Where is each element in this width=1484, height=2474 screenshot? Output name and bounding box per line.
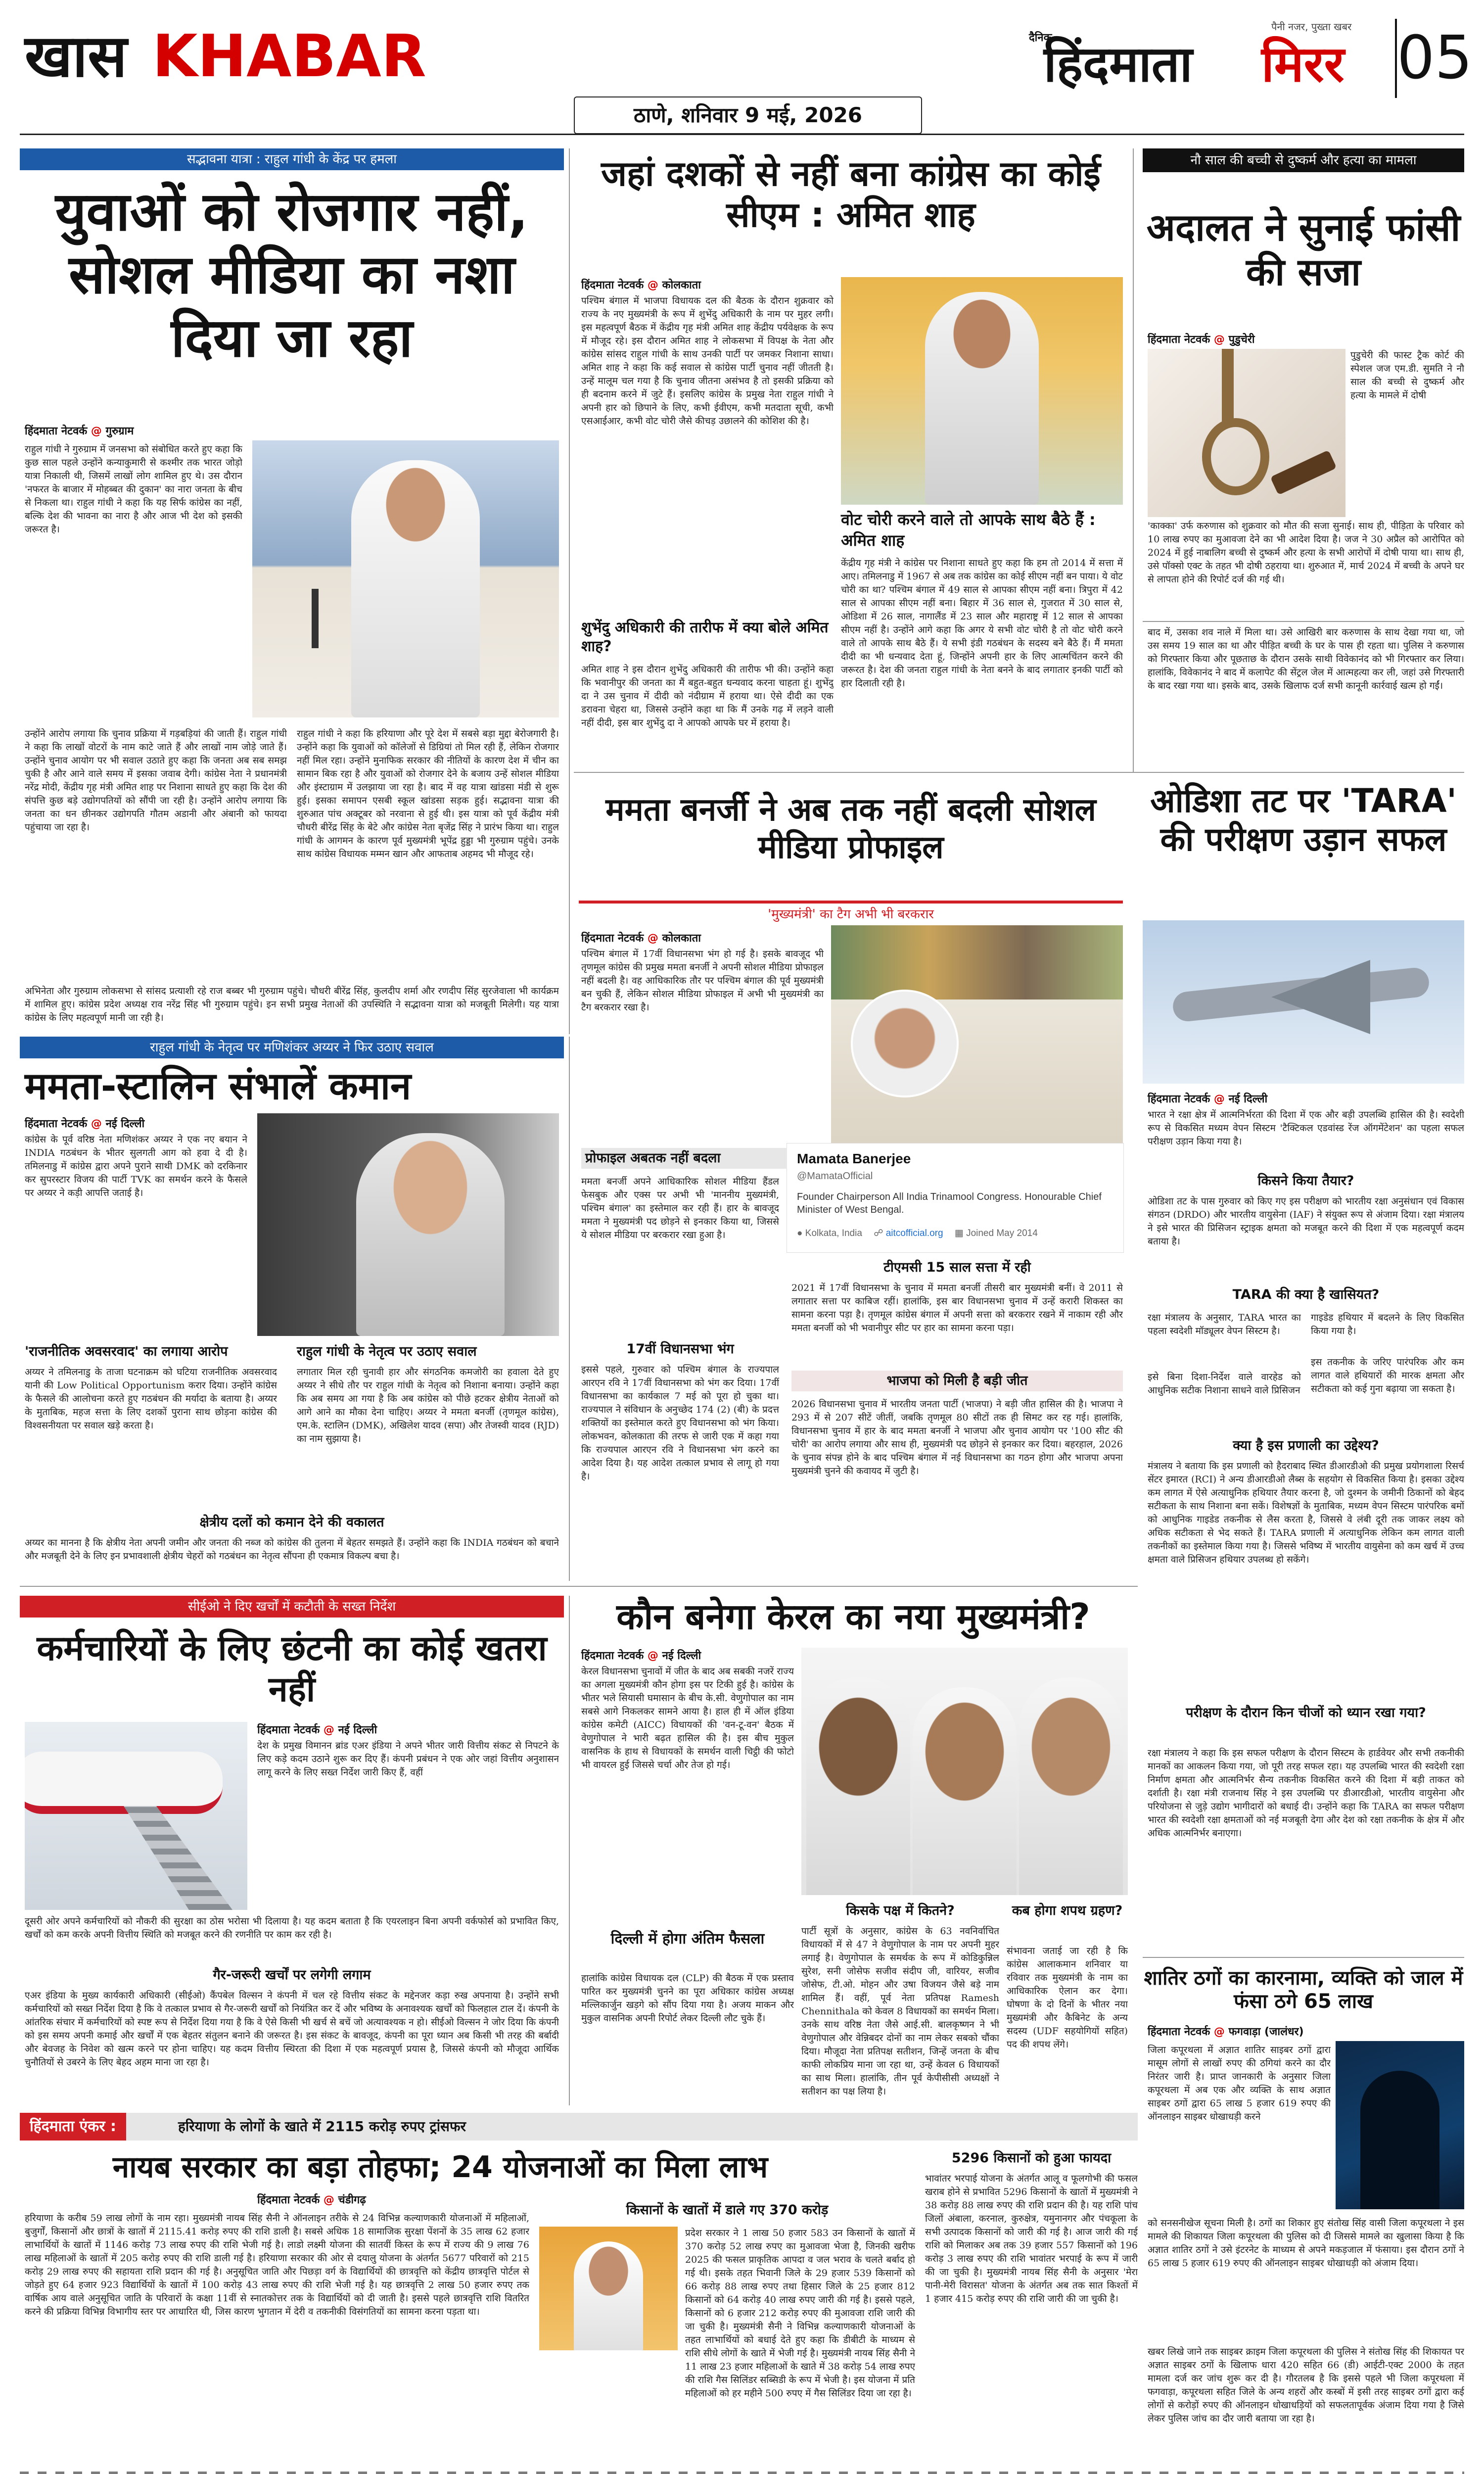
aiyar-sub1: 'राजनीतिक अवसरवाद' का लगाया आरोप bbox=[25, 1344, 228, 1359]
mamata-headline: ममता बनर्जी ने अब तक नहीं बदली सोशल मीडिया प्रोफाइल bbox=[605, 792, 1096, 866]
airindia-intro: देश के प्रमुख विमानन ब्रांड एअर इंडिया ने अपने भीतर जारी वित्तीय संकट से निपटने के लिए कड़े कदम उठाने शुरू कर दिए हैं। कंपनी प्रबंधन ने एक ओर जहां वित्तीय अनुशासन लागू करने के लिए सख्त निर्देश जारी किए हैं, वहीं bbox=[257, 1740, 559, 1778]
kerala-headline: कौन बनेगा केरल का नया मुख्यमंत्री? bbox=[616, 1596, 1090, 1637]
aiyar-intro: कांग्रेस के पूर्व वरिष्ठ नेता मणिशंकर अय्यर ने एक नए बयान ने INDIA गठबंधन के भीतर सुलगती आग को हवा दे दी है। तमिलनाडु में कांग्रेस द्वारा अपने पुराने साथी DMK को दरकिनार कर सुपरस्टार विजय की पार्टी TVK का समर्थन करने के फैसले पर अय्यर ने कड़ी आपत्ति जताई है। bbox=[25, 1134, 247, 1198]
speaker-figure bbox=[574, 2241, 643, 2350]
social-profile-card bbox=[787, 1143, 1124, 1253]
haryana-sub2-body: भावांतर भरपाई योजना के अंतर्गत आलू व फूलगोभी की फसल खराब होने से प्रभावित 5296 किसानों के खातों में मुख्यमंत्री ने 38 करोड़ 88 लाख रुपए की राशि प्रदान की है। यह राशि पांच जिलों अंबाला, करनाल, कुरुक्षेत्र, यमुनानगर और पंचकूला के सभी उत्पादक किसानों को जारी की गई है। आज जारी की गई राशि को मिलाकर अब तक 39 हजार 557 किसानों को 196 करोड़ 3 लाख रुपए की राशि भावांतर भरपाई के रूप में जारी की जा चुकी है। मुख्यमंत्री नायब सिंह सैनी के अनुसार 'मेरा पानी-मेरी विरासत' योजना के अंतर्गत अब तक सात किश्तों में 1 हजार 415 करोड़ रुपए की राशि जारी की जा चुकी है। bbox=[925, 2173, 1138, 2304]
shah-caption: वोट चोरी करने वाले तो आपके साथ बैठे हैं : अमित शाह bbox=[841, 510, 1096, 550]
divider bbox=[1143, 621, 1464, 622]
odisha-byline: हिंदमाता नेटवर्क @ नई दिल्ली bbox=[1148, 1093, 1268, 1105]
odisha-sub3: क्या है इस प्रणाली का उद्देश्य? bbox=[1233, 1438, 1379, 1453]
rahul-footer: अभिनेता और गुरुग्राम लोकसभा से सांसद प्रत्याशी रहे राज बब्बर भी गुरुग्राम पहुंचे। चौधरी बीरेंद्र सिंह, कुलदीप शर्मा और रणदीप सिंह सुरजेवाला भी कार्यक्रम में शामिल हुए। कांग्रेस प्रदेश अध्यक्ष राव नरेंद्र सिंह भी गुरुग्राम पहुंचे। इन सभी प्रमुख नेताओं की उपस्थिति ने सद्भावना यात्रा को मजबूती मिलेगी। यह यात्रा कांग्रेस के लिए महत्वपूर्ण मानी जा रही है। bbox=[25, 986, 559, 1023]
profile-bio: Founder Chairperson All India Trinamool Congress. Honourable Chief Minister of West Bengal. bbox=[797, 1191, 1102, 1215]
odisha-sub4-body: रक्षा मंत्रालय ने कहा कि इस सफल परीक्षण के दौरान सिस्टम के हार्डवेयर और सभी तकनीकी मानकों का आकलन किया गया, जो पूरी तरह सफल रहा। यह उपलब्धि भारत की स्वदेशी रक्षा निर्माण क्षमता और आत्मनिर्भर सैन्य तकनीक विकसित करने की दिशा में बड़ी ताकत को दर्शाती है। रक्षा मंत्री राजनाथ सिंह ने इस उपलब्धि पर डीआरडीओ, भारतीय वायुसेना और परियोजना से जुड़े उद्योग भागीदारों को बधाई दी। उन्होंने कहा कि TARA का सफल परीक्षण भारत की स्वदेशी रक्षा क्षमताओं को नई मजबूती देगा और देश को रक्षा तकनीक के क्षेत्र में और अधिक आत्मनिर्भर बनाएगा। bbox=[1148, 1748, 1464, 1839]
divider bbox=[569, 1037, 570, 1581]
odisha-sub3-body: मंत्रालय ने बताया कि इस प्रणाली को हैदराबाद स्थित डीआरडीओ की प्रमुख प्रयोगशाला रिसर्च सेंटर इमारत (RCI) ने अन्य डीआरडीओ लैब्स के सहयोग से विकसित किया है। इसका उद्देश्य कम लागत में ऐसे अत्याधुनिक हथियार तैयार करना है, जो दुश्मन के जमीनी ठिकानों को बेहद सटीकता के साथ निशाना बना सकें। विशेषज्ञों के मुताबिक, मध्यम वेपन सिस्टम पारंपरिक बमों को आधुनिक गाइडेड तकनीक से लैस करता है, जिससे वे लंबी दूरी तक जाकर लक्ष्य को अधिक सटीकता से भेद सकते हैं। TARA प्रणाली में अत्याधुनिक लेकिन कम लागत वाली तकनीकों का इस्तेमाल किया गया है। जिससे भविष्य में भारतीय वायुसेना को कम खर्च में उच्च क्षमता वाले प्रिसिजन हथियार उपलब्ध हो सकेंगे। bbox=[1148, 1461, 1464, 1565]
airindia-byline: हिंदमाता नेटवर्क @ नई दिल्ली bbox=[257, 1724, 377, 1736]
paper-logo: दैनिक हिंदमाता मिरर पैनी नजर, पुख्ता खबर bbox=[1029, 21, 1352, 93]
aiyar-sub3: क्षेत्रीय दलों को कमान देने की वकालत bbox=[199, 1515, 384, 1530]
haryana-sub1-body: प्रदेश सरकार ने 1 लाख 50 हजार 583 उन किसानों के खातों में 370 करोड़ 52 लाख रुपए का मुआवजा भेजा है, जिनकी खरीफ 2025 की फसल प्राकृतिक आपदा व जल भराव के चलते बर्बाद हो गई थी। इसके तहत भिवानी जिले के 29 हजार 539 किसानों को 66 करोड़ 88 लाख रुपए तथा हिसार जिले के 25 हजार 812 किसानों को 64 करोड़ 40 लाख रुपए जारी की गई है। इससे पहले, किसानों को 6 हजार 212 करोड़ रुपए की मुआवजा राशि जारी की जा चुकी है। मुख्यमंत्री सैनी ने विभिन्न कल्याणकारी योजनाओं के तहत लाभार्थियों को बधाई देते हुए कहा कि डीबीटी के माध्यम से राशि सीधे लोगों के खाते में भेजी गई है। मुख्यमंत्री नायब सिंह सैनी ने 11 लाख 23 हजार महिलाओं के खाते में 38 करोड़ 54 लाख रुपए की राशि गैस सिलिंडर सब्सिडी के रूप में भेजी है। इस योजना में प्रति महिलाओं को हर महीने 500 रुपए में गैस सिलिंडर दिया जा रहा है। bbox=[685, 2228, 915, 2399]
kerala-sub1-body: हालांकि कांग्रेस विधायक दल (CLP) की बैठक में एक प्रस्ताव पारित कर मुख्यमंत्री चुनने का पूरा अधिकार कांग्रेस अध्यक्ष मल्लिकार्जुन खड़गे को सौंप दिया गया है। अजय माकन और मुकुल वासनिक अपनी रिपोर्ट लेकर दिल्ली लौट चुके हैं। bbox=[581, 1973, 794, 2024]
odisha-intro: भारत ने रक्षा क्षेत्र में आत्मनिर्भरता की दिशा में एक और बड़ी उपलब्धि हासिल की है। स्वदेशी रूप से विकसित मध्यम वेपन सिस्टम 'टैक्टिकल एडवांस्ड रेंज ऑगमेंटेशन' का पहला सफल परीक्षण उड़ान किया गया है। bbox=[1148, 1109, 1464, 1147]
page-number: 05 bbox=[1395, 19, 1466, 98]
odisha-bullet: इसे बिना दिशा-निर्देश वाले वारहेड को आधुनिक सटीक निशाना साधने वाले प्रिसिजन bbox=[1148, 1372, 1301, 1396]
masthead-rule bbox=[20, 134, 1464, 135]
mamata-kicker: 'मुख्यमंत्री' का टैग अभी भी बरकरार bbox=[579, 901, 1123, 925]
divider bbox=[569, 148, 570, 1034]
divider bbox=[569, 1596, 570, 2105]
cyber-body: को सनसनीखेज सूचना मिली है। ठगों का शिकार हुए संतोख सिंह वासी जिला कपूरथला ने इस मामले की शिकायत जिला कपूरथला की पुलिस को दी जिससे मामले का खुलासा किया है कि अज्ञात शातिर ठगों ने उसे इंटरनेट के माध्यम से अपने मकड़जाल में फंसाया। इस दौरान ठगों ने 65 लाख 5 हजार 619 रुपए की ऑनलाइन साइबर धोखाधड़ी को अंजाम दिया। bbox=[1148, 2218, 1464, 2269]
odisha-bullet: रक्षा मंत्रालय के अनुसार, TARA भारत का पहला स्वदेशी मॉड्यूलर वेपन सिस्टम है। bbox=[1148, 1312, 1301, 1336]
kerala-sub3: कब होगा शपथ ग्रहण? bbox=[1012, 1903, 1123, 1918]
divider bbox=[574, 772, 1464, 773]
profile-handle: @MamataOfficial bbox=[797, 1171, 873, 1182]
kerala-intro: केरल विधानसभा चुनावों में जीत के बाद अब सबकी नजरें राज्य का अगला मुख्यमंत्री कौन होगा इस पर टिकी हुई है। कांग्रेस के भीतर भले सियासी घमासान के बीच के.सी. वेणुगोपाल का नाम सबसे आगे निकलकर सामने आया है। हाल ही में ऑल इंडिया कांग्रेस कमेटी (AICC) विधायकों की 'वन-टू-वन' बैठक में वेणुगोपाल ने भारी बढ़त हासिल की है। इस बीच मुकुल वासनिक के हाथ से विधायकों के समर्थन वाली चिट्ठी की फोटो भी वायरल हुई जिससे चर्चा और तेज हो गई। bbox=[581, 1666, 794, 1770]
microphone-icon bbox=[312, 589, 319, 648]
mamata-sub4-body: 2026 विधानसभा चुनाव में भारतीय जनता पार्टी (भाजपा) ने बड़ी जीत हासिल की है। भाजपा ने 293 में से 207 सीटें जीतीं, जबकि तृणमूल 80 सीटों तक ही सिमट कर रह गई। हालांकि, विधानसभा चुनाव में हार के बाद ममता बनर्जी ने भाजपा और चुनाव आयोग पर '100 सीट की चोरी' का आरोप लगाया और साथ ही, मुख्यमंत्री पद छोड़ने से इनकार कर दिया। बहरहाल, 2026 के चुनाव संपन्न होने के बाद पश्चिम बंगाल में नई विधानसभा का गठन होगा और भाजपा अपना मुख्यमंत्री चुनने की कवायद में जुटी है। bbox=[791, 1399, 1123, 1476]
mamata-sub4: भाजपा को मिली है बड़ी जीत bbox=[791, 1371, 1123, 1391]
cyber-intro: जिला कपूरथला में अज्ञात शातिर साइबर ठगों द्वारा मासूम लोगों से लाखों रुपए की ठगियां करने का दौर निरंतर जारी है। प्राप्त जानकारी के अनुसार जिला कपूरथला में अब एक और व्यक्ति के साथ अज्ञात साइबर ठगों द्वारा 65 लाख 5 हजार 619 रुपए की ऑनलाइन साइबर धोखाधड़ी करने bbox=[1148, 2045, 1331, 2122]
noose-icon bbox=[1202, 418, 1269, 495]
odisha-bullet: गाइडेड हथियार में बदलने के लिए विकसित किया गया है। bbox=[1311, 1312, 1464, 1336]
mamata-sub3: टीएमसी 15 साल सत्ता में रही bbox=[883, 1260, 1031, 1275]
hooded-figure bbox=[1360, 2071, 1439, 2209]
rahul-byline: हिंदमाता नेटवर्क @ गुरुग्राम bbox=[25, 425, 134, 437]
rope-icon bbox=[1222, 349, 1234, 423]
airindia-kicker: सीईओ ने दिए खर्चों में कटौती के सख्त निर्देश bbox=[20, 1596, 564, 1618]
rahul-col1: उन्होंने आरोप लगाया कि चुनाव प्रक्रिया में गड़बड़ियां की जाती हैं। राहुल गांधी ने कहा कि लाखों वोटरों के नाम काटे जाते हैं और लाखों नाम जोड़े जाते हैं। उन्होंने चुनाव आयोग पर भी सवाल उठाते हुए कहा कि जनता अब सब समझ चुकी है और आने वाले समय में इसका जवाब देगी। कांग्रेस नेता ने प्रधानमंत्री नरेंद्र मोदी, केंद्रीय गृह मंत्री अमित शाह पर निशाना साधते हुए कहा कि देश की संपत्ति कुछ बड़े उद्योगपतियों को सौंपी जा रही है। उन्होंने आरोप लगाया कि जनता का धन छीनकर उद्योगपति गौतम अडानी और अंबानी को फायदा पहुंचाया जा रहा है। bbox=[25, 728, 287, 833]
aiyar-kicker: राहुल गांधी के नेतृत्व पर मणिशंकर अय्यर ने फिर उठाए सवाल bbox=[20, 1037, 564, 1058]
kerala-sub3-body: संभावना जताई जा रही है कि कांग्रेस आलाकमान शनिवार या रविवार तक मुख्यमंत्री के नाम का आधिकारिक ऐलान कर देगा। घोषणा के दो दिनों के भीतर नया मुख्यमंत्री और कैबिनेट के अन्य सदस्य (UDF सहयोगियों सहित) पद की शपथ लेंगे। bbox=[1007, 1946, 1128, 2050]
rahul-gandhi-photo bbox=[252, 440, 559, 717]
leader-portrait bbox=[806, 1677, 910, 1895]
odisha-headline: ओडिशा तट पर 'TARA' की परीक्षण उड़ान सफल bbox=[1150, 782, 1457, 858]
masthead bbox=[20, 10, 1473, 134]
rahul-intro: राहुल गांधी ने गुरुग्राम में जनसभा को संबोधित करते हुए कहा कि कुछ साल पहले उन्होंने कन्याकुमारी से कश्मीर तक भारत जोड़ो यात्रा निकाली थी, जिसमें लाखों लोग शामिल हुए थे। उस दौरान 'नफरत के बाजार में मोहब्बत की दुकान' का नारा जनता के बीच से निकला था। राहुल गांधी ने कहा कि यह सिर्फ कांग्रेस का नहीं, बल्कि देश की भावना का नारा है और आज भी देश को इसकी जरूरत है। bbox=[25, 444, 242, 535]
court-byline: हिंदमाता नेटवर्क @ पुडुचेरी bbox=[1148, 333, 1255, 346]
court-kicker: नौ साल की बच्ची से दुष्कर्म और हत्या का मामला bbox=[1143, 148, 1464, 172]
date-box: ठाणे, शनिवार 9 मई, 2026 bbox=[574, 96, 922, 134]
amit-shah-photo bbox=[841, 277, 1123, 505]
aircraft-icon bbox=[25, 1752, 223, 1814]
aircraft-photo bbox=[1143, 920, 1464, 1084]
airindia-headline: कर्मचारियों के लिए छंटनी का कोई खतरा नहीं bbox=[37, 1628, 547, 1710]
divider bbox=[20, 1586, 1138, 1587]
rahul-kicker: सद्भावना यात्रा : राहुल गांधी के केंद्र पर हमला bbox=[20, 148, 564, 170]
aiyar-sub3-body: अय्यर का मानना है कि क्षेत्रीय नेता अपनी जमीन और जनता की नब्ज को कांग्रेस की तुलना में बेहतर समझते हैं। उन्होंने कहा कि INDIA गठबंधन को बचाने और मजबूती देने के लिए इन प्रभावशाली क्षेत्रीय चेहरों को गठबंधन का नेतृत्व सौंपना ही एकमात्र विकल्प बचा है। bbox=[25, 1537, 559, 1562]
cyber-body2: खबर लिखे जाने तक साइबर क्राइम जिला कपूरथला की पुलिस ने संतोख सिंह की शिकायत पर अज्ञात साइबर ठगों के खिलाफ धारा 420 सहित 66 (डी) आईटी-एक्ट 2000 के तहत मामला दर्ज कर जांच शुरू कर दी है। गौरतलब है कि इससे पहले भी जिला कपूरथला में फगवाड़ा, कपूरथला सहित जिले के अन्य शहरों और कस्बों में इसी तरह साइबर ठगों द्वारा कई लोगों से करोड़ों रुपए की ऑनलाइन धोखाधड़ियों को सफलतापूर्वक अंजाम दिया गया है जिसे लेकर पुलिस जांच का दौर जारी बताया जा रहा है। bbox=[1148, 2346, 1464, 2424]
shah-col2: केंद्रीय गृह मंत्री ने कांग्रेस पर निशाना साधते हुए कहा कि हम तो 2014 में सत्ता में आए। तमिलनाडु में 1967 से अब तक कांग्रेस का कोई सीएम नहीं बन पाया। ये वोट चोरी का था? पश्चिम बंगाल में 49 साल से आपका सीएम नहीं बना। त्रिपुरा में 42 साल से आपका सीएम नहीं बना। बिहार में 36 साल से, गुजरात में 30 साल से, ओडिशा में 26 साल, नागालैंड में 23 साल और महाराष्ट्र में 12 साल से आपका सीएम नहीं है। उन्होंने आगे कहा कि अगर ये सभी वोट चोरी है तो वोट चोरी करने वाले तो आपके साथ बैठे हैं। ये सभी इंडी गठबंधन के सदस्य बने बैठे हैं। मैं ममता दीदी का भी धन्यवाद देता हूं, जिन्होंने अपनी हार के लिए आत्मचिंतन करने की जरूरत है। देश की जनता राहुल गांधी के नेता बनने के बाद लगातार इनकी पार्टी को हार दिलाती रही है। bbox=[841, 558, 1123, 689]
haryana-col1: हरियाणा के करीब 59 लाख लोगों के नाम रहा। मुख्यमंत्री नायब सिंह सैनी ने ऑनलाइन तरीके से 24 विभिन्न कल्याणकारी योजनाओं में महिलाओं, बुजुर्गों, किसानों और छात्रों के खातों में 2115.41 करोड़ रुपए की राशि डाली है। सबसे अधिक 18 सामाजिक सुरक्षा पेंशनों के 35 लाख 62 हजार लाभार्थियों के खातों में 1146 करोड़ 73 लाख रुपए की राशि भेजी गई है। लाडो लक्ष्मी योजना की सातवीं किस्त के रूप में राज्य की 9 लाख 76 लाख महिलाओं के खातों में 205 करोड़ रुपए की राशि डाली गई है। हरियाणा सरकार की ओर से दयालु योजना के अंतर्गत 5677 परिवारों को 215 करोड़ 29 लाख रुपए की सहायता राशि प्रदान की गई है। अनुसूचित जाति और पिछड़ा वर्ग के विद्यार्थियों की छात्रवृत्ति को केंद्रीय छात्रवृत्ति पोर्टल से जोड़ते हुए 64 हजार 923 विद्यार्थियों के खातों में 100 करोड़ 43 लाख रुपए की राशि भेजी गई है। यह छात्रवृत्ति 2 लाख 50 हजार रुपए तक वार्षिक आय वाले अनुसूचित जाति के परिवारों के कक्षा 11वीं से स्नातकोत्तर तक के विद्यार्थियों को दी जाती है। इससे पहले छात्रवृत्ति राशि वितरित करने की प्रक्रिया विभिन्न विभागीय स्तर पर आधारित थी, जिस कारण भुगतान में देरी व तकनीकी विसंगतियों का सामना करना पड़ता था। bbox=[25, 2213, 529, 2317]
odisha-sub1: किसने किया तैयार? bbox=[1257, 1173, 1354, 1189]
mamata-sub1: प्रोफाइल अबतक नहीं बदला bbox=[581, 1148, 787, 1169]
haryana-sub2: 5296 किसानों को हुआ फायदा bbox=[951, 2150, 1112, 2166]
shah-byline: हिंदमाता नेटवर्क @ कोलकाता bbox=[581, 279, 701, 291]
stairs-icon bbox=[124, 1806, 232, 1910]
hacker-photo bbox=[1336, 2041, 1464, 2209]
court-body: 'काक्का' उर्फ करुणास को शुक्रवार को मौत की सजा सुनाई। साथ ही, पीड़िता के परिवार को 10 लाख रुपए का मुआवजा देने का भी आदेश दिया है। जज ने 30 अप्रैल को आरोपित को 2024 में हुई नाबालिग बच्ची से दुष्कर्म और हत्या के सभी आरोपों में दोषी पाया था। साथ ही, उसे पॉक्सो एक्ट के तहत भी दोषी ठहराया था। शुरुआत में, मार्च 2024 में बच्ची के अपने घर से लापता होने की रिपोर्ट दर्ज की गई थी। bbox=[1148, 521, 1464, 585]
location-icon: ● bbox=[797, 1228, 803, 1238]
gavel-icon bbox=[1270, 450, 1337, 495]
odisha-sub1-body: ओडिशा तट के पास गुरुवार को किए गए इस परीक्षण को भारतीय रक्षा अनुसंधान एवं विकास संगठन (DRDO) और भारतीय वायुसेना (IAF) ने संयुक्त रूप से अंजाम दिया। रक्षा मंत्रालय ने इसे भारत की प्रिसिजन स्ट्राइक क्षमता को मजबूत करने की दिशा में एक महत्वपूर्ण कदम बताया है। bbox=[1148, 1196, 1464, 1247]
shah-col1: पश्चिम बंगाल में भाजपा विधायक दल की बैठक के दौरान शुक्रवार को राज्य के नए मुख्यमंत्री के रूप में शुभेंदु अधिकारी के नाम पर मुहर लगी। इस महत्वपूर्ण बैठक में केंद्रीय गृह मंत्री अमित शाह केंद्रीय पर्यवेक्षक के रूप में मौजूद रहे। इस दौरान अमित शाह ने लोकसभा में विपक्ष के नेता और कांग्रेस सांसद राहुल गांधी के साथ उनकी पार्टी पर जमकर निशाना साधा। अमित शाह ने कहा कि कई सवाल से कांग्रेस पार्टी चुनाव नहीं जीतती है। उन्हें मालूम चल गया है कि चुनाव जीतना असंभव है तो इसकी प्रक्रिया को ही बदनाम करने में जुटे हैं। इसलिए कांग्रेस के प्रमुख नेता राहुल गांधी ने अपनी हार को छिपाने के लिए, कभी ईवीएम, कभी मतदाता सूची, कभी एसआईआर, कभी वोट चोरी जैसे कीचड़ उछालने की कोशिश की है। bbox=[581, 295, 834, 427]
shah-sub-body: अमित शाह ने इस दौरान शुभेंदु अधिकारी की तारीफ भी की। उन्होंने कहा कि भवानीपुर की जनता का मैं बहुत-बहुत धन्यवाद करना चाहता हूं। शुभेंदु दा ने उस चुनाव में दीदी को नंदीग्राम में हराया था। ऐसे दीदी का एक डरावना चेहरा था, जिससे उन्होंने कहा था कि मैं उनके गढ़ में लड़ने वाली नहीं दीदी, इस बार शुभेंदु दा ने आपको आपके घर में हराया है। bbox=[581, 664, 834, 728]
profile-name: Mamata Banerjee bbox=[797, 1151, 911, 1166]
cyber-headline: शातिर ठगों का कारनामा, व्यक्ति को जाल में फंसा ठगे 65 लाख bbox=[1144, 1967, 1463, 2013]
leader-portrait bbox=[913, 1687, 1017, 1895]
aiyar-headline: ममता-स्टालिन संभालें कमान bbox=[25, 1064, 412, 1108]
court-body2: बाद में, उसका शव नाले में मिला था। उसे आखिरी बार करुणास के साथ देखा गया था, जो उस समय 19 साल का था और पीड़ित बच्ची के घर के पास ही रहता था। पुलिस ने करुणास को गिरफ्तार किया और पूछताछ के दौरान उसके साथी विवेकानंद को भी गिरफ्तार कर लिया। हालांकि, विवेकानंद ने बाद में कलापेट की सेंट्रल जेल में आत्महत्या कर ली, जहां उसे गिरफ्तारी के बाद रखा गया था। इसके बाद, उसके खिलाफ दर्ज सभी कानूनी कार्रवाई खत्म हो गईं। bbox=[1148, 627, 1464, 691]
cyber-byline: हिंदमाता नेटवर्क @ फगवाड़ा (जालंधर) bbox=[1148, 2026, 1304, 2038]
haryana-sub1: किसानों के खातों में डाले गए 370 करोड़ bbox=[626, 2202, 829, 2218]
kerala-sub2: किसके पक्ष में कितने? bbox=[846, 1903, 955, 1918]
speaker-figure bbox=[925, 292, 1039, 505]
court-headline: अदालत ने सुनाई फांसी की सजा bbox=[1146, 205, 1461, 294]
shah-headline: जहां दशकों से नहीं बना कांग्रेस का कोई सीएम : अमित शाह bbox=[601, 153, 1101, 235]
airindia-sub1: गैर-जरूरी खर्चों पर लगेगी लगाम bbox=[213, 1967, 371, 1983]
profile-meta: ● Kolkata, India ☍ aitcofficial.org ▦ Joined May 2014 bbox=[797, 1228, 1038, 1238]
leader-portrait bbox=[1019, 1677, 1123, 1895]
mamata-sub2-body: इससे पहले, गुरुवार को पश्चिम बंगाल के राज्यपाल आरएन रवि ने 17वीं विधानसभा को भंग कर दिया। 17वीं विधानसभा का कार्यकाल 7 मई को पूरा हो चुका था। राज्यपाल ने संविधान के अनुच्छेद 174 (2) (बी) के प्रदत्त शक्तियों का इस्तेमाल करते हुए विधानसभा को भंग किया। लोकभवन, कोलकाता की तरफ से जारी एक में कहा गया कि राज्यपाल आरएन रवि ने विधानसभा भंग करने का आदेश दिया है। यह आदेश तत्काल प्रभाव से लागू हो गया है। bbox=[581, 1364, 779, 1482]
odisha-sub2: TARA की क्या है खासियत? bbox=[1232, 1287, 1380, 1302]
print-registration-bar bbox=[20, 2472, 1464, 2474]
mamata-sub1-body: ममता बनर्जी अपने आधिकारिक सोशल मीडिया हैंडल फेसबुक और एक्स पर अभी भी 'माननीय मुख्यमंत्री, पश्चिम बंगाल' का इस्तेमाल कर रही हैं। हार के बावजूद ममता ने मुख्यमंत्री पद छोड़ने से इनकार किया था, जिससे ये सोशल मीडिया पर बरकरार रखा हुआ है। bbox=[581, 1176, 779, 1240]
airindia-body: दूसरी ओर अपने कर्मचारियों को नौकरी की सुरक्षा का ठोस भरोसा भी दिलाया है। यह कदम बताता है कि एयरलाइन बिना अपनी वर्कफोर्स को प्रभावित किए, खर्चों को कम करके अपनी वित्तीय स्थिति को मजबूत करने की रणनीति पर काम कर रही है। bbox=[25, 1916, 559, 1940]
wing-icon bbox=[1271, 960, 1370, 1034]
aiyar-sub2-body: लगातार मिल रही चुनावी हार और संगठनिक कमजोरी का हवाला देते हुए अय्यर ने सीधे तौर पर राहुल गांधी के नेतृत्व को निशाना बनाया। उन्होंने कहा कि अब समय आ गया है कि अब कांग्रेस को पीछे हटकर क्षेत्रीय नेताओं को आगे आने का मौका देना चाहिए। अय्यर ने ममता बनर्जी (तृणमूल कांग्रेस), एम.के. स्टालिन (DMK), अखिलेश यादव (सपा) और तेजस्वी यादव (RJD) का नाम सुझाया है। bbox=[297, 1367, 559, 1444]
odisha-sub4: परीक्षण के दौरान किन चीजों को ध्यान रखा गया? bbox=[1186, 1705, 1426, 1720]
aiyar-byline: हिंदमाता नेटवर्क @ नई दिल्ली bbox=[25, 1118, 145, 1130]
aircraft-stairs-photo bbox=[25, 1722, 247, 1910]
mamata-sub3-body: 2021 में 17वीं विधानसभा के चुनाव में ममता बनर्जी तीसरी बार मुख्यमंत्री बनीं। वे 2011 से लगातार सत्ता पर काबिज रहीं। हालांकि, इस बार विधानसभा चुनाव में उन्हें करारी शिकस्त का सामना करना पड़ा है। तृणमूल कांग्रेस बंगाल में अपनी सत्ता को बरकरार रखने में नाकाम रही और ममता बनर्जी को भी भवानीपुर सीट पर हार का सामना करना पड़ा। bbox=[791, 1283, 1123, 1333]
rahul-headline: युवाओं को रोजगार नहीं, सोशल मीडिया का नशा दिया जा रहा bbox=[55, 181, 529, 369]
haryana-headline: नायब सरकार का बड़ा तोहफा; 24 योजनाओं का मिला लाभ bbox=[112, 2150, 768, 2185]
noose-photo bbox=[1148, 349, 1345, 517]
mamata-photo bbox=[831, 925, 1123, 1143]
mani-shankar-aiyar-photo bbox=[257, 1113, 559, 1336]
mamata-intro: पश्चिम बंगाल में 17वीं विधानसभा भंग हो गई है। इसके बावजूद भी तृणमूल कांग्रेस की प्रमुख ममता बनर्जी ने अपनी सोशल मीडिया प्रोफाइल नहीं बदली है। वह आधिकारिक तौर पर पश्चिम बंगाल की पूर्व मुख्यमंत्री बन चुकी हैं, लेकिन सोशल मीडिया प्रोफाइल में अभी भी मुख्यमंत्री का टैग बरकरार रखा है। bbox=[581, 949, 824, 1013]
crowd-strip bbox=[831, 925, 1123, 999]
mamata-sub2: 17वीं विधानसभा भंग bbox=[626, 1341, 734, 1357]
haryana-kicker: हिंदमाता एंकर : हरियाणा के लोगों के खाते में 2115 करोड़ रुपए ट्रांसफर bbox=[20, 2113, 1138, 2141]
aiyar-sub2: राहुल गांधी के नेतृत्व पर उठाए सवाल bbox=[297, 1344, 477, 1359]
nayab-saini-photo bbox=[539, 2227, 678, 2350]
haryana-byline: हिंदमाता नेटवर्क @ चंडीगढ़ bbox=[257, 2194, 366, 2206]
profile-photo bbox=[851, 990, 959, 1097]
speaker-figure bbox=[351, 460, 480, 717]
divider bbox=[1143, 1957, 1464, 1958]
kerala-sub1: दिल्ली में होगा अंतिम फैसला bbox=[610, 1930, 765, 1948]
court-col-right: पुडुचेरी की फास्ट ट्रैक कोर्ट की स्पेशल जज एम.डी. सुमति ने नौ साल की बच्ची से दुष्कर्म और हत्या के मामले में दोषी bbox=[1350, 350, 1464, 401]
kerala-byline: हिंदमाता नेटवर्क @ नई दिल्ली bbox=[581, 1650, 701, 1662]
shah-sub: शुभेंदु अधिकारी की तारीफ में क्या बोले अमित शाह? bbox=[581, 619, 829, 655]
odisha-bullet: इस तकनीक के जरिए पारंपरिक और कम लागत वाले हथियारों की मारक क्षमता और सटीकता को कई गुना बढ़ाया जा सकता है। bbox=[1311, 1357, 1464, 1394]
kerala-leaders-photo bbox=[801, 1648, 1128, 1895]
mamata-byline: हिंदमाता नेटवर्क @ कोलकाता bbox=[581, 932, 701, 945]
section-title: खास KHABAR bbox=[25, 22, 426, 90]
divider bbox=[1133, 148, 1134, 772]
calendar-icon: ▦ bbox=[954, 1228, 964, 1238]
airindia-sub1-body: एअर इंडिया के मुख्य कार्यकारी अधिकारी (सीईओ) कैंपबेल विल्सन ने कंपनी में चल रहे वित्तीय संकट के मद्देनजर कड़ा रुख अपनाया है। उन्होंने सभी कर्मचारियों को सख्त निर्देश दिया है कि वे तत्काल प्रभाव से गैर-जरूरी खर्चों को नियंत्रित कर दें और भविष्य के अनावश्यक खर्चों को फिलहाल टाल दें। कंपनी के आंतरिक संचार में कर्मचारियों को स्पष्ट रूप से निर्देश दिया गया है कि वे ऐसे किसी भी खर्च से बचें जो अत्यावश्यक न हो। सीईओ विल्सन ने जोर दिया कि कंपनी को इस समय अपनी कमाई और खर्चों में एक बेहतर संतुलन बनाने की जरूरत है। इस संकट के बावजूद, कंपनी का पूरा ध्यान अब किसी भी तरह की बर्बादी और बेवजह के निवेश को खत्म करने पर होना चाहिए। यह कदम वित्तीय स्थिरता की दिशा में एक महत्वपूर्ण प्रयास है, जिससे कंपनी को मौजूदा आर्थिक चुनौतियों से उबरने के लिए बेहद अहम माना जा रहा है। bbox=[25, 1990, 559, 2068]
rahul-col2: राहुल गांधी ने कहा कि हरियाणा और पूरे देश में सबसे बड़ा मुद्दा बेरोजगारी है। उन्होंने कहा कि युवाओं को कॉलेजों से डिग्रियां तो मिल रही हैं, लेकिन रोजगार नहीं मिल रहा। उन्होंने मुनाफिक सरकार की नीतियों के कारण देश में चीन का सामान बिक रहा है और युवाओं को रोजगार देने के बजाय उन्हें सोशल मीडिया और इंस्टाग्राम में उलझाया जा रहा है। बाद में वह यात्रा खांडसा मंडी से शुरू हुई। इसका समापन एसबी स्कूल खांडसा सड़क हुई। सद्भावना यात्रा की शुरुआत पांच अक्टूबर को नरवाना से हुई थी। इस यात्रा को पूर्व केंद्रीय मंत्री चौधरी बीरेंद्र सिंह के बेटे और कांग्रेस नेता बृजेंद्र सिंह ने प्रारंभ किया था। राहुल गांधी के आगमन के कारण पूर्व मुख्यमंत्री भूपेंद्र हुड्डा भी गुरुग्राम पहुंचे। उनके साथ कांग्रेस विधायक मम्मन खान और आफताब अहमद भी मौजूद रहे। bbox=[297, 728, 559, 859]
speaker-figure bbox=[356, 1133, 505, 1336]
link-icon: ☍ bbox=[874, 1228, 883, 1238]
kerala-sub2-body: पार्टी सूत्रों के अनुसार, कांग्रेस के 63 नवनिर्वाचित विधायकों में से 47 ने वेणुगोपाल के नाम पर अपनी मुहर लगाई है। वेणुगोपाल के समर्थक के रूप में कोडिकुन्निल सुरेश, सनी जोसेफ सजीव संदीप जी, वारियर, सजीव जोसेफ, टी.ओ. मोहन और उषा विजयन जैसे बड़े नाम शामिल हैं। वहीं, पूर्व नेता प्रतिपक्ष Ramesh Chennithala को केवल 8 विधायकों का समर्थन मिला। उनके साथ वरिष्ठ नेता जैसे आई.सी. बालकृष्णन ने भी वेणुगोपाल और वेन्निबदर दोनों का नाम लेकर सबको चौंका दिया। मौजूदा नेता प्रतिपक्ष सतीशन, जिन्हें जनता के बीच काफी लोकप्रिय माना जा रहा था, उन्हें केवल 6 विधायकों का साथ मिला। हालांकि, तीन पूर्व केपीसीसी अध्यक्षों ने सतीशन का पक्ष लिया है। bbox=[801, 1926, 999, 2097]
aiyar-sub1-body: अय्यर ने तमिलनाडु के ताजा घटनाक्रम को घटिया राजनीतिक अवसरवाद यानी की Low Political Opportunism करार दिया। उन्होंने कांग्रेस के फैसले की आलोचना करते हुए गठबंधन की मर्यादा के बताया है। अय्यर के मुताबिक, महज सत्ता के लिए दशकों पुराना साथ छोड़ना कांग्रेस की विश्वसनीयता पर सवाल खड़े करता है। bbox=[25, 1367, 277, 1431]
